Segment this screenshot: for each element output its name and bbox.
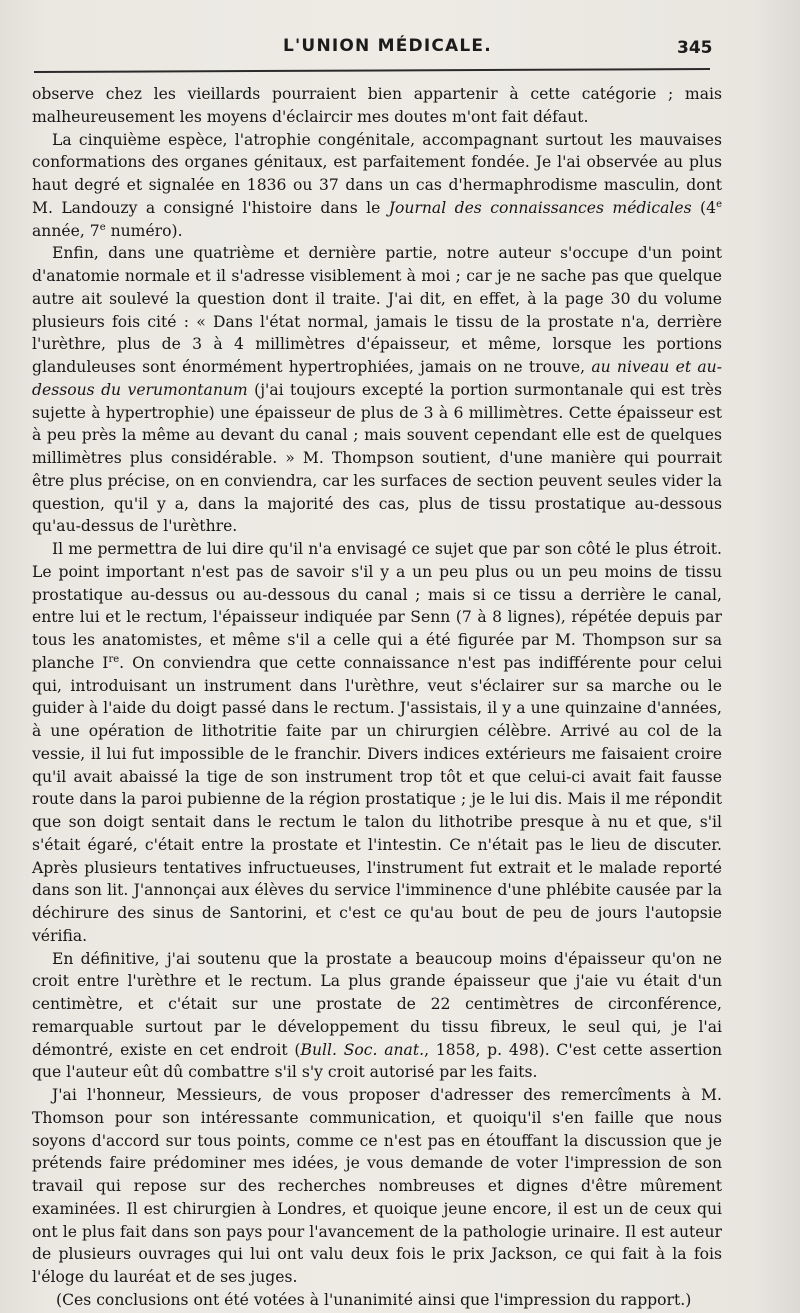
paragraph [32, 1084, 722, 1289]
paragraph [32, 538, 722, 948]
text-segment: (Ces conclusions ont été votées à l'unanimité ainsi que l'impression du rapport.) [56, 1290, 692, 1309]
running-title: L'UNION MÉDICALE. [283, 36, 492, 56]
italic-text: Bull. Soc. anat. [300, 1040, 425, 1059]
paragraph [32, 1289, 722, 1312]
page-header [0, 34, 800, 60]
text-segment: Il me permettra de lui dire qu'il n'a envisagé ce sujet que par son côté le plus étroit. Le point important n'est pas de savoir s'il y a un peu plus ou un peu moins de tissu prostatique au-dessus ou au-dessous du canal ; mais si ce tissu a derrière le canal, entre lui et le rectum, l'épaisseur indiquée par Senn (7 à 8 lignes), répétée depuis par tous les anatomistes, et même s'il a celle qui a été figurée par M. Thompson sur sa planche I [32, 540, 722, 672]
text-segment: année, 7 [32, 221, 100, 240]
body-text [32, 83, 722, 1312]
superscript-text: e [99, 221, 106, 233]
paragraph [32, 242, 722, 538]
text-segment: , 1858, p. 498). C'est cette assertion que l'auteur eût dû combattre s'il s'y croit autorisé par les faits. [32, 1040, 723, 1082]
text-segment: . On conviendra que cette connaissance n'est pas indifférente pour celui qui, introduisant un instrument dans l'urèthre, veut s'éclairer sur sa marche ou le guider à l'aide du doigt passé dans le rectum. J'assistais, il y a une quinzaine d'années, à une opération de lithotritie faite par un chirurgien célèbre. Arrivé au col de la vessie, il lui fut impossible de le franchir. Divers indices extérieurs me faisaient croire qu'il avait abaissé la tige de son instrument trop tôt et que celui-ci avait fait fausse route dans la paroi pubienne de la région prostatique ; je le lui dis. Mais il me répondit que son doigt sentait dans le rectum le talon du lithotribe presque à nu et que, s'il s'était égaré, c'était entre la prostate et l'intestin. Ce n'était pas le lieu de discuter. Après plusieurs tentatives infructueuses, l'instrument fut extrait et le malade reporté dans son lit. J'annonçai aux élèves du service l'imminence d'une phlébite causée par la déchirure des sinus de Santorini, et c'est ce qu'au bout de peu de jours l'autopsie vérifia. [32, 653, 723, 945]
text-segment: numéro). [105, 221, 183, 240]
page-number: 345 [677, 38, 713, 58]
italic-text: Journal des connaissances médicales [388, 198, 692, 217]
text-segment: (j'ai toujours excepté la portion surmontanale qui est très sujette à hypertrophie) une épaisseur de plus de 3 à 6 millimètres. Cette épaisseur est à peu près la même au devant du canal ; mais souvent cependant elle est de quelques millimètres plus considérable. » M. Thompson soutient, d'une manière qui pourrait être plus précise, on en conviendra, car les surfaces de section peuvent seules vider la question, qu'il y a, dans la majorité des cas, plus de tissu prostatique au-dessous qu'au-dessus de l'urèthre. [32, 380, 722, 536]
superscript-text: e [716, 198, 722, 210]
header-rule [34, 68, 710, 73]
text-segment: observe chez les vieillards pourraient bien appartenir à cette catégorie ; mais malheureusement les moyens d'éclaircir mes doutes m'ont fait défaut. [32, 85, 722, 126]
text-segment: J'ai l'honneur, Messieurs, de vous proposer d'adresser des remercîments à M. Thomson pour son intéressante communication, et quoiqu'il s'en faille que nous soyons d'accord sur tous points, comme ce n'est pas en étouffant la discussion que je prétends faire prédominer mes idées, je vous demande de voter l'impression de son travail qui repose sur des recherches nombreuses et dignes d'être mûrement examinées. Il est chirurgien à Londres, et quoique jeune encore, il est un de ceux qui ont le plus fait dans son pays pour l'avancement de la pathologie urinaire. Il est auteur de plusieurs ouvrages qui lui ont valu deux fois le prix Jackson, ce qui fait à la fois l'éloge du lauréat et de ses juges. [32, 1086, 722, 1286]
paragraph [32, 948, 722, 1085]
paragraph [32, 129, 722, 243]
italic-text: au niveau et au-dessous du verumontanum [32, 358, 722, 399]
text-segment: Enfin, dans une quatrième et dernière partie, notre auteur s'occupe d'un point d'anatomie normale et il s'adresse visiblement à moi ; car je ne sache pas que quelque autre ait soulevé la question dont il traite. J'ai dit, en effet, à la page 30 du volume plusieurs fois cité : « Dans l'état normal, jamais le tissu de la prostate n'a, derrière l'urèthre, plus de 3 à 4 millimètres d'épaisseur, et même, lorsque les portions glanduleuses sont énormément hypertrophiées, jamais on ne trouve, [32, 244, 722, 376]
text-segment: En définitive, j'ai soutenu que la prostate a beaucoup moins d'épaisseur qu'on ne croit entre l'urèthre et le rectum. La plus grande épaisseur que j'aie vu était d'un centimètre, et c'était sur une prostate de 22 centimètres de circonférence, remarquable surtout par le développement du tissu fibreux, le seul qui, je l'ai démontré, existe en cet endroit ( [32, 949, 722, 1059]
superscript-text: re [108, 653, 120, 665]
text-segment: (4 [691, 198, 717, 217]
text-segment: La cinquième espèce, l'atrophie congénitale, accompagnant surtout les mauvaises conformations des organes génitaux, est parfaitement fondée. Je l'ai observée au plus haut degré et signalée en 1836 ou 37 dans un cas d'hermaphrodisme masculin, dont M. Landouzy a consigné l'histoire dans le [32, 130, 722, 217]
paragraph [32, 83, 722, 129]
